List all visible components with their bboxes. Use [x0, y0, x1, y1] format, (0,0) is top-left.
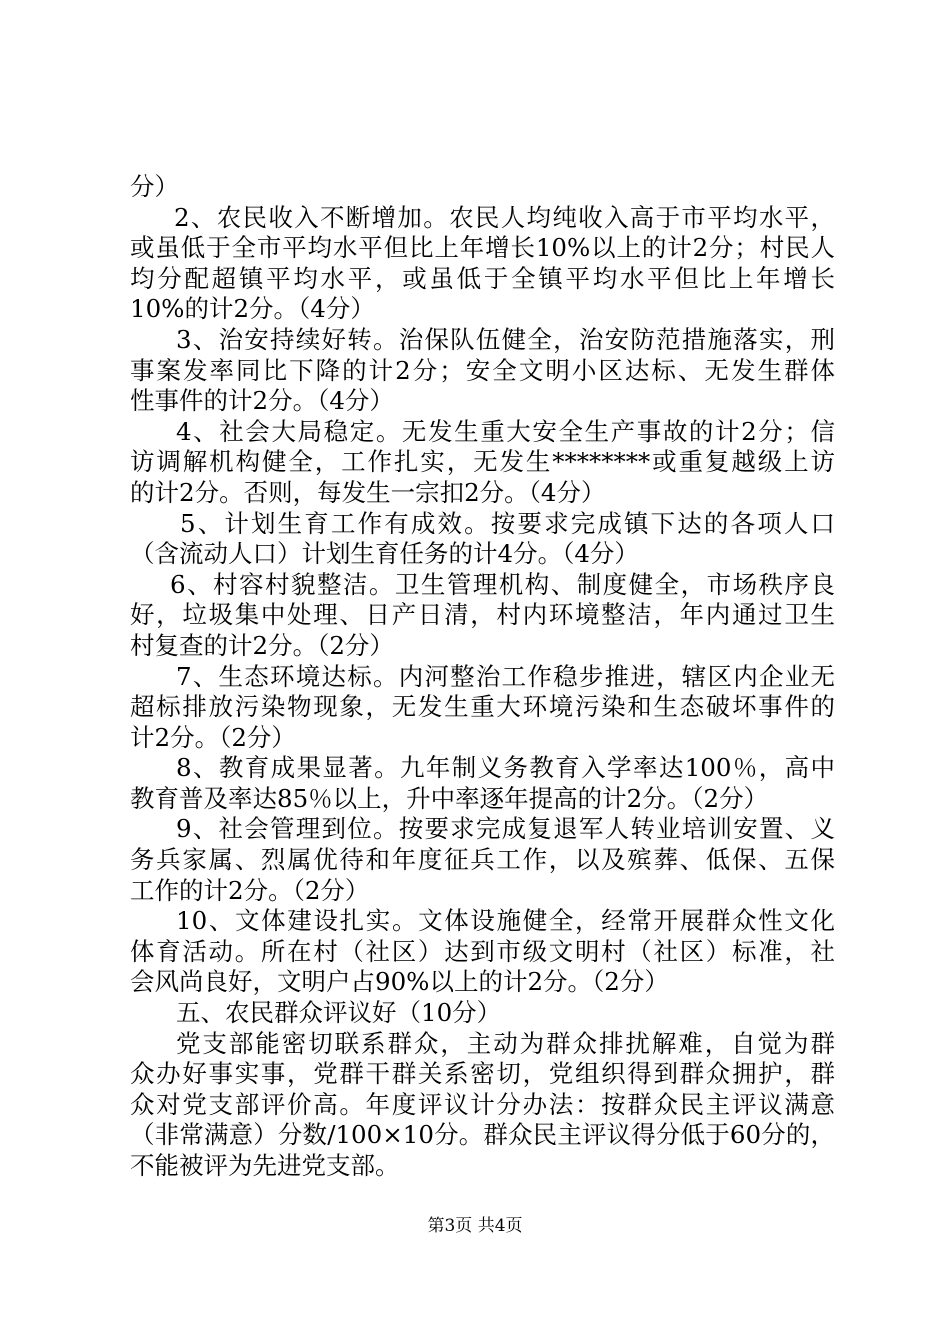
text-line: 工作的计2分。（2分）	[130, 875, 370, 905]
text-line: 体育活动。所在村（社区）达到市级文明村（社区）标准，社	[130, 936, 835, 966]
text-line: 会风尚良好，文明户占90%以上的计2分。（2分）	[130, 967, 669, 997]
text-line: 9、社会管理到位。按要求完成复退军人转业培训安置、义	[176, 814, 835, 844]
text-line: 五、农民群众评议好（10分）	[176, 998, 502, 1028]
text-line: 村复查的计2分。（2分）	[130, 630, 394, 660]
text-line: （含流动人口）计划生育任务的计4分。（4分）	[130, 539, 639, 569]
text-line: 党支部能密切联系群众，主动为群众排扰解难，自觉为群	[176, 1028, 835, 1058]
text-line: 均分配超镇平均水平，或虽低于全镇平均水平但比上年增长	[130, 263, 835, 293]
text-line: 4、社会大局稳定。无发生重大安全生产事故的计2分；信	[176, 416, 835, 446]
text-line: 的计2分。否则，每发生一宗扣2分。（4分）	[130, 477, 606, 507]
text-line: 务兵家属、烈属优待和年度征兵工作，以及殡葬、低保、五保	[130, 845, 835, 875]
text-line: 计2分。（2分）	[130, 722, 296, 752]
text-line: 众办好事实事，党群干群关系密切，党组织得到群众拥护，群	[130, 1059, 835, 1089]
text-line: 6、村容村貌整洁。卫生管理机构、制度健全，市场秩序良	[170, 569, 835, 599]
text-line: 2、农民收入不断增加。农民人均纯收入高于市平均水平，	[174, 202, 835, 232]
text-line: 访调解机构健全，工作扎实，无发生********或重复越级上访	[130, 447, 835, 477]
document-body	[130, 172, 835, 1182]
text-line: 好，垃圾集中处理、日产日清，村内环境整洁，年内通过卫生	[130, 600, 835, 630]
page-footer: 第3页 共4页	[427, 1216, 523, 1236]
text-line: 不能被评为先进党支部。	[130, 1151, 400, 1180]
text-line: 性事件的计2分。（4分）	[130, 386, 394, 416]
text-line: 分）	[130, 172, 179, 201]
text-line: 教育普及率达85％以上，升中率逐年提高的计2分。（2分）	[130, 783, 769, 813]
text-line: 事案发率同比下降的计2分；安全文明小区达标、无发生群体	[130, 355, 835, 385]
text-line: 10%的计2分。（4分）	[130, 294, 375, 324]
text-line: 8、教育成果显著。九年制义务教育入学率达100％，高中	[176, 753, 835, 783]
text-line: 7、生态环境达标。内河整治工作稳步推进，辖区内企业无	[176, 661, 835, 691]
text-line: 5、计划生育工作有成效。按要求完成镇下达的各项人口	[180, 508, 835, 538]
text-line: 或虽低于全市平均水平但比上年增长10%以上的计2分；村民人	[130, 233, 835, 263]
text-line: 10、文体建设扎实。文体设施健全，经常开展群众性文化	[176, 906, 835, 936]
text-line: 超标排放污染物现象，无发生重大环境污染和生态破坏事件的	[130, 692, 835, 722]
text-line: （非常满意）分数/100×10分。群众民主评议得分低于60分的，	[130, 1120, 835, 1150]
text-line: 众对党支部评价高。年度评议计分办法：按群众民主评议满意	[130, 1089, 835, 1119]
text-line: 3、治安持续好转。治保队伍健全，治安防范措施落实，刑	[176, 324, 835, 354]
